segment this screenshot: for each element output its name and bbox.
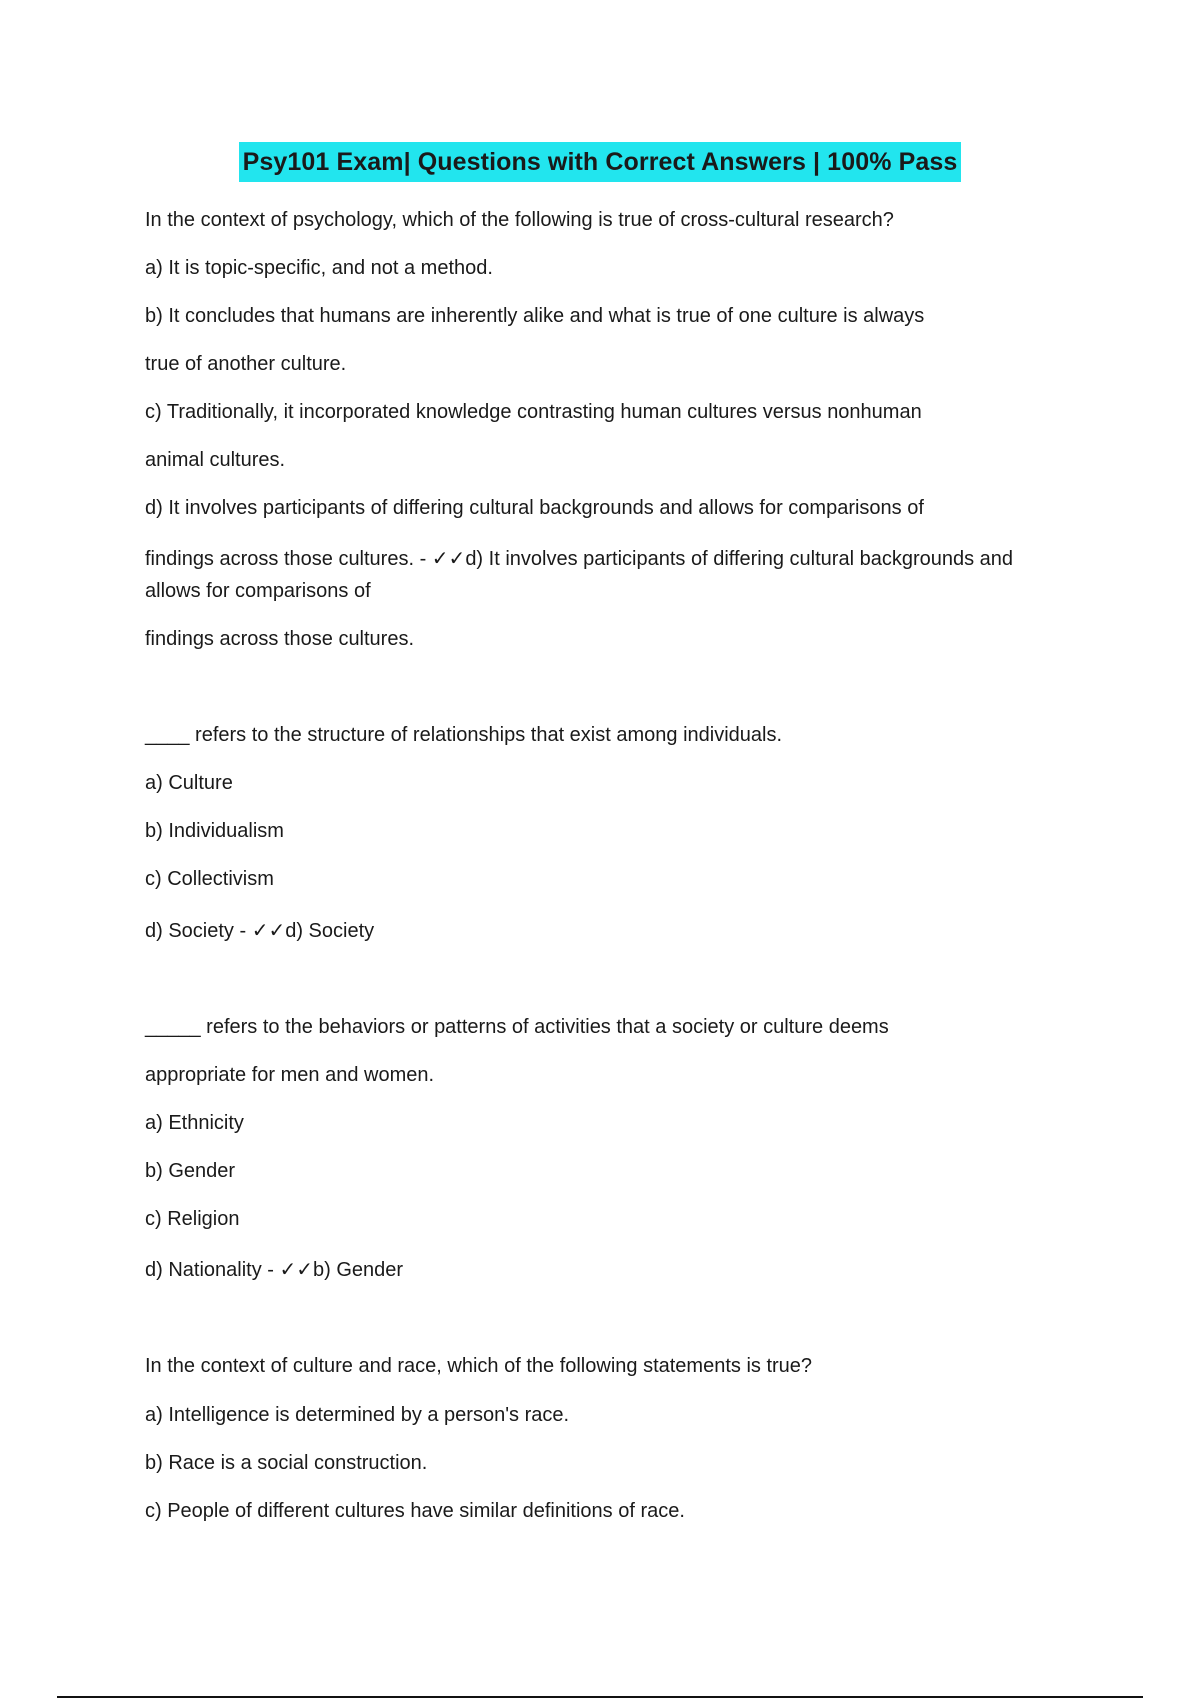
q3-option-a: a) Ethnicity bbox=[145, 1112, 244, 1134]
q2-option-b: b) Individualism bbox=[145, 820, 284, 842]
title-container bbox=[0, 142, 1200, 182]
q1-option-c-line2: animal cultures. bbox=[145, 449, 286, 471]
q2-option-d-answer: d) Society - ✓✓d) Society bbox=[145, 920, 375, 942]
question-1-text: In the context of psychology, which of the following is true of cross-cultural research? bbox=[145, 209, 894, 231]
q1-answer: findings across those cultures. - ✓✓d) It involves participants of differing cultural backgrounds and allows for comparisons of bbox=[145, 548, 1014, 602]
q2-option-a: a) Culture bbox=[145, 772, 233, 794]
q4-option-a: a) Intelligence is determined by a person's race. bbox=[145, 1404, 570, 1426]
q1-option-b-line2: true of another culture. bbox=[145, 353, 347, 375]
page-title: Psy101 Exam| Questions with Correct Answers | 100% Pass bbox=[239, 142, 962, 182]
q4-option-b: b) Race is a social construction. bbox=[145, 1452, 428, 1474]
q4-option-c: c) People of different cultures have similar definitions of race. bbox=[145, 1500, 685, 1522]
question-3-text-line1: _____ refers to the behaviors or patterns of activities that a society or culture deems bbox=[145, 1016, 889, 1038]
q3-option-b: b) Gender bbox=[145, 1160, 236, 1182]
q1-option-a: a) It is topic-specific, and not a method. bbox=[145, 257, 493, 279]
q1-answer-continued: findings across those cultures. bbox=[145, 628, 415, 650]
page-bottom-rule bbox=[57, 1696, 1143, 1698]
question-2-text: ____ refers to the structure of relationships that exist among individuals. bbox=[145, 724, 783, 746]
q1-option-b-line1: b) It concludes that humans are inherently alike and what is true of one culture is always bbox=[145, 305, 925, 327]
q3-option-d-answer: d) Nationality - ✓✓b) Gender bbox=[145, 1259, 404, 1281]
q1-option-d-line1: d) It involves participants of differing cultural backgrounds and allows for comparisons of bbox=[145, 497, 924, 519]
question-4-text: In the context of culture and race, which of the following statements is true? bbox=[145, 1355, 813, 1377]
question-3-text-line2: appropriate for men and women. bbox=[145, 1064, 435, 1086]
q3-option-c: c) Religion bbox=[145, 1208, 240, 1230]
q1-option-c-line1: c) Traditionally, it incorporated knowledge contrasting human cultures versus nonhuman bbox=[145, 401, 922, 423]
q2-option-c: c) Collectivism bbox=[145, 868, 274, 890]
